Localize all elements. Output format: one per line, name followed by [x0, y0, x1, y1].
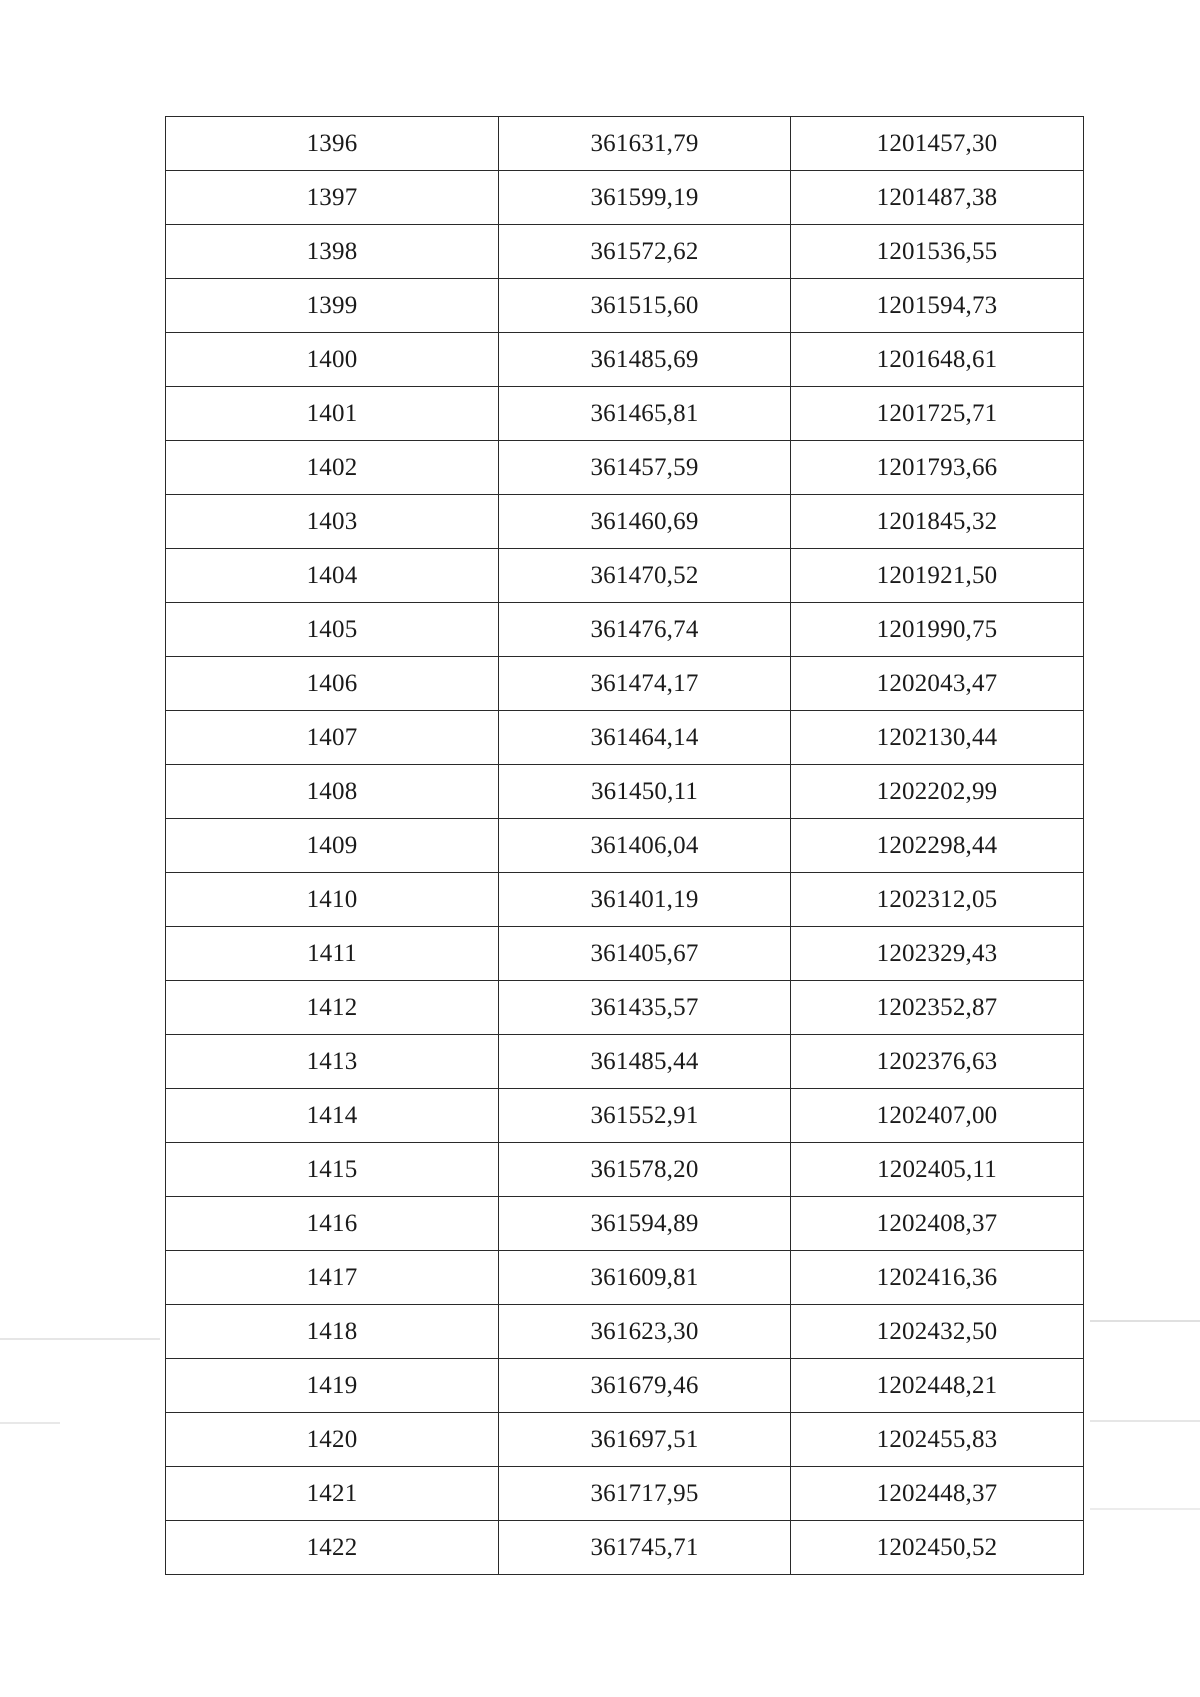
y-coordinate-cell: 1201990,75 — [791, 603, 1084, 657]
point-number-cell: 1416 — [166, 1197, 499, 1251]
point-number-cell: 1401 — [166, 387, 499, 441]
table-row — [166, 441, 1084, 495]
x-coordinate-cell: 361460,69 — [499, 495, 791, 549]
y-coordinate-cell: 1202408,37 — [791, 1197, 1084, 1251]
table-row — [166, 711, 1084, 765]
table-row — [166, 819, 1084, 873]
table-row — [166, 1035, 1084, 1089]
y-coordinate-cell: 1202448,37 — [791, 1467, 1084, 1521]
x-coordinate-cell: 361594,89 — [499, 1197, 791, 1251]
table-row — [166, 657, 1084, 711]
y-coordinate-cell: 1202407,00 — [791, 1089, 1084, 1143]
table-row — [166, 1359, 1084, 1413]
x-coordinate-cell: 361464,14 — [499, 711, 791, 765]
point-number-cell: 1420 — [166, 1413, 499, 1467]
x-coordinate-cell: 361435,57 — [499, 981, 791, 1035]
x-coordinate-cell: 361679,46 — [499, 1359, 791, 1413]
table-row — [166, 927, 1084, 981]
table-row — [166, 981, 1084, 1035]
point-number-cell: 1421 — [166, 1467, 499, 1521]
scan-artifact — [1090, 1320, 1200, 1322]
y-coordinate-cell: 1201725,71 — [791, 387, 1084, 441]
point-number-cell: 1405 — [166, 603, 499, 657]
table-row — [166, 333, 1084, 387]
point-number-cell: 1399 — [166, 279, 499, 333]
y-coordinate-cell: 1202312,05 — [791, 873, 1084, 927]
y-coordinate-cell: 1202329,43 — [791, 927, 1084, 981]
x-coordinate-cell: 361631,79 — [499, 117, 791, 171]
x-coordinate-cell: 361697,51 — [499, 1413, 791, 1467]
x-coordinate-cell: 361515,60 — [499, 279, 791, 333]
y-coordinate-cell: 1201536,55 — [791, 225, 1084, 279]
y-coordinate-cell: 1202416,36 — [791, 1251, 1084, 1305]
table-row — [166, 225, 1084, 279]
x-coordinate-cell: 361485,44 — [499, 1035, 791, 1089]
point-number-cell: 1415 — [166, 1143, 499, 1197]
table-row — [166, 1197, 1084, 1251]
x-coordinate-cell: 361578,20 — [499, 1143, 791, 1197]
x-coordinate-cell: 361717,95 — [499, 1467, 791, 1521]
x-coordinate-cell: 361474,17 — [499, 657, 791, 711]
x-coordinate-cell: 361599,19 — [499, 171, 791, 225]
x-coordinate-cell: 361745,71 — [499, 1521, 791, 1575]
table-row — [166, 495, 1084, 549]
point-number-cell: 1418 — [166, 1305, 499, 1359]
point-number-cell: 1403 — [166, 495, 499, 549]
x-coordinate-cell: 361485,69 — [499, 333, 791, 387]
point-number-cell: 1406 — [166, 657, 499, 711]
table-row — [166, 1467, 1084, 1521]
x-coordinate-cell: 361401,19 — [499, 873, 791, 927]
x-coordinate-cell: 361406,04 — [499, 819, 791, 873]
point-number-cell: 1407 — [166, 711, 499, 765]
x-coordinate-cell: 361405,67 — [499, 927, 791, 981]
y-coordinate-cell: 1202432,50 — [791, 1305, 1084, 1359]
table-row — [166, 1521, 1084, 1575]
table-row — [166, 1089, 1084, 1143]
point-number-cell: 1398 — [166, 225, 499, 279]
point-number-cell: 1409 — [166, 819, 499, 873]
table-row — [166, 765, 1084, 819]
point-number-cell: 1413 — [166, 1035, 499, 1089]
table-row — [166, 1251, 1084, 1305]
x-coordinate-cell: 361476,74 — [499, 603, 791, 657]
point-number-cell: 1404 — [166, 549, 499, 603]
y-coordinate-cell: 1202130,44 — [791, 711, 1084, 765]
y-coordinate-cell: 1201648,61 — [791, 333, 1084, 387]
y-coordinate-cell: 1202376,63 — [791, 1035, 1084, 1089]
point-number-cell: 1411 — [166, 927, 499, 981]
table-row — [166, 1305, 1084, 1359]
y-coordinate-cell: 1201457,30 — [791, 117, 1084, 171]
x-coordinate-cell: 361609,81 — [499, 1251, 791, 1305]
y-coordinate-cell: 1202298,44 — [791, 819, 1084, 873]
x-coordinate-cell: 361572,62 — [499, 225, 791, 279]
table-row — [166, 117, 1084, 171]
y-coordinate-cell: 1201921,50 — [791, 549, 1084, 603]
x-coordinate-cell: 361450,11 — [499, 765, 791, 819]
scan-artifact — [0, 1422, 60, 1424]
scan-artifact — [0, 1338, 160, 1340]
y-coordinate-cell: 1202450,52 — [791, 1521, 1084, 1575]
point-number-cell: 1397 — [166, 171, 499, 225]
point-number-cell: 1414 — [166, 1089, 499, 1143]
y-coordinate-cell: 1201845,32 — [791, 495, 1084, 549]
point-number-cell: 1417 — [166, 1251, 499, 1305]
point-number-cell: 1419 — [166, 1359, 499, 1413]
table-row — [166, 171, 1084, 225]
x-coordinate-cell: 361552,91 — [499, 1089, 791, 1143]
table-row — [166, 873, 1084, 927]
y-coordinate-cell: 1201594,73 — [791, 279, 1084, 333]
y-coordinate-cell: 1202352,87 — [791, 981, 1084, 1035]
y-coordinate-cell: 1202455,83 — [791, 1413, 1084, 1467]
point-number-cell: 1402 — [166, 441, 499, 495]
point-number-cell: 1422 — [166, 1521, 499, 1575]
y-coordinate-cell: 1201487,38 — [791, 171, 1084, 225]
point-number-cell: 1412 — [166, 981, 499, 1035]
scan-artifact — [1090, 1420, 1200, 1422]
table-row — [166, 1413, 1084, 1467]
point-number-cell: 1410 — [166, 873, 499, 927]
table-row — [166, 279, 1084, 333]
table-row — [166, 387, 1084, 441]
table-row — [166, 1143, 1084, 1197]
y-coordinate-cell: 1202043,47 — [791, 657, 1084, 711]
x-coordinate-cell: 361465,81 — [499, 387, 791, 441]
y-coordinate-cell: 1202202,99 — [791, 765, 1084, 819]
coordinates-table — [165, 116, 1084, 1575]
y-coordinate-cell: 1202448,21 — [791, 1359, 1084, 1413]
x-coordinate-cell: 361470,52 — [499, 549, 791, 603]
table-body — [166, 117, 1084, 1575]
y-coordinate-cell: 1202405,11 — [791, 1143, 1084, 1197]
table-row — [166, 603, 1084, 657]
scan-artifact — [1090, 1508, 1200, 1510]
point-number-cell: 1408 — [166, 765, 499, 819]
y-coordinate-cell: 1201793,66 — [791, 441, 1084, 495]
point-number-cell: 1400 — [166, 333, 499, 387]
x-coordinate-cell: 361623,30 — [499, 1305, 791, 1359]
table-row — [166, 549, 1084, 603]
x-coordinate-cell: 361457,59 — [499, 441, 791, 495]
point-number-cell: 1396 — [166, 117, 499, 171]
